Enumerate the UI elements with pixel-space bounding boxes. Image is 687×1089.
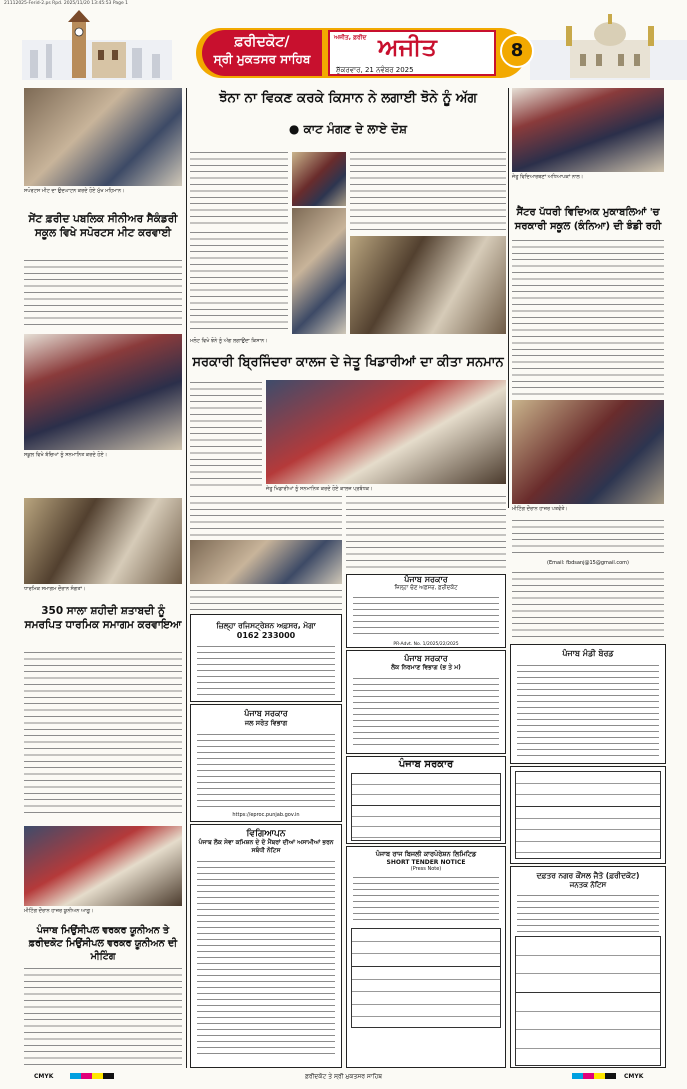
caption-right-2: ਮੀਟਿੰਗ ਦੌਰਾਨ ਹਾਜ਼ਰ ਪਤਵੰਤੇ। xyxy=(512,506,568,512)
ad-punjab-govt-election xyxy=(346,574,506,648)
lead-headline: ਝੋਨਾ ਨਾ ਵਿਕਣ ਕਰਕੇ ਕਿਸਾਨ ਨੇ ਲਗਾਈ ਝੋਨੇ ਨੂੰ ਅੱਗ xyxy=(219,90,477,106)
email-line: (Email: fbdsanj@15@gmail.com) xyxy=(547,560,629,566)
brand-logo: ਅਜੀਤ xyxy=(378,33,437,61)
footer-cmyk-right: CMYK xyxy=(624,1073,644,1080)
gurdwara-illustration xyxy=(530,10,687,82)
ad-water-url: https://eproc.punjab.gov.in xyxy=(232,812,300,818)
gathering-caption-text xyxy=(190,588,342,610)
ad-tender-sub: SHORT TENDER NOTICE xyxy=(386,859,466,866)
ad-table-title: ਪੰਜਾਬ ਸਰਕਾਰ xyxy=(398,759,454,770)
caption-left-2: ਸਕੂਲ ਵਿਖੇ ਬੱਚਿਆਂ ਨੂੰ ਸਨਮਾਨਿਤ ਕਰਦੇ ਹੋਏ। xyxy=(24,452,108,458)
ad-zila-body xyxy=(197,644,335,700)
ad-tender-title: ਪੰਜਾਬ ਰਾਜ ਬਿਜਲੀ ਕਾਰਪੋਰੇਸ਼ਨ ਲਿਮਿਟਿਡ xyxy=(375,850,477,858)
ad-water-body xyxy=(197,732,335,808)
ad-notice-table xyxy=(510,766,666,864)
ad-election-body xyxy=(353,595,499,639)
lead-text-col-2 xyxy=(350,150,506,234)
column-rule-left xyxy=(186,88,187,1068)
ad-punjab-govt-water xyxy=(190,704,342,822)
photo-union-meeting xyxy=(24,826,182,906)
ad-nagar-council xyxy=(510,866,666,1068)
article-text-sports-meet xyxy=(24,258,182,328)
brand-box xyxy=(328,30,496,76)
ad-vigyapan-body xyxy=(197,859,335,1055)
ad-council-body xyxy=(517,893,659,933)
photo-school-students xyxy=(512,88,664,172)
college-text-col-4 xyxy=(512,518,664,556)
ad-mandi-title: ਪੰਜਾਬ ਮੰਡੀ ਬੋਰਡ xyxy=(562,649,614,658)
footer xyxy=(0,1070,687,1089)
ad-election-sub: ਜ਼ਿਲ੍ਹਾ ਚੋਣ ਅਫ਼ਸਰ, ਫ਼ਰੀਦਕੋਟ xyxy=(394,585,458,591)
ad-election-ref: PR-Advt. No. 1/2025/22/2025 xyxy=(393,642,459,647)
ad-mandi-body xyxy=(517,663,659,759)
article-text-union xyxy=(24,966,182,1066)
photo-college-players xyxy=(266,380,506,484)
clock-tower-illustration xyxy=(22,10,172,82)
edition-name-line2: ਸ੍ਰੀ ਮੁਕਤਸਰ ਸਾਹਿਬ xyxy=(213,52,311,66)
college-text-col-2 xyxy=(190,494,342,538)
ad-water-sub: ਜਲ ਸਰੋਤ ਵਿਭਾਗ xyxy=(244,719,288,727)
footer-cmyk-left: CMYK xyxy=(34,1073,54,1080)
article-text-shaheedi xyxy=(24,650,182,818)
ad-short-tender xyxy=(346,846,506,1068)
photo-meeting-right xyxy=(512,400,664,504)
caption-left-4: ਮੀਟਿੰਗ ਦੌਰਾਨ ਹਾਜ਼ਰ ਯੂਨੀਅਨ ਆਗੂ। xyxy=(24,908,94,914)
column-rule-right xyxy=(508,88,509,508)
ad-pwd-body xyxy=(353,676,499,750)
ad-council-table xyxy=(515,936,661,1066)
college-text-col-1 xyxy=(190,380,262,490)
ad-pwd-title: ਪੰਜਾਬ ਸਰਕਾਰ xyxy=(404,654,448,663)
photo-gathering xyxy=(190,540,342,584)
article-text-vidyak xyxy=(512,238,664,396)
color-bar-left xyxy=(70,1073,114,1079)
ad-vigyapan-title: ਵਿਗਿਆਪਨ xyxy=(246,829,286,839)
ad-council-title: ਦਫ਼ਤਰ ਨਗਰ ਕੌਂਸਲ ਜੈਤੋ (ਫ਼ਰੀਦਕੋਟ) xyxy=(536,871,640,880)
footer-center: ਫ਼ਰੀਦਕੋਟ ਤੇ ਸ੍ਰੀ ਮੁਕਤਸਰ ਸਾਹਿਬ xyxy=(304,1073,383,1080)
ad-vigyapan xyxy=(190,824,342,1068)
caption-left-1: ਸਪੋਰਟਸ ਮੀਟ ਦਾ ਉਦਘਾਟਨ ਕਰਦੇ ਹੋਏ ਮੁੱਖ ਮਹਿਮਾਨ। xyxy=(24,188,125,194)
right-notice-text xyxy=(512,570,664,640)
ad-punjab-mandi-board xyxy=(510,644,666,764)
ad-zila-phone: 0162 233000 xyxy=(236,631,296,640)
headline-vidyak-mukable: ਸੈਂਟਰ ਪੱਧਰੀ ਵਿਦਿਅਕ ਮੁਕਾਬਲਿਆਂ 'ਚ ਸਰਕਾਰੀ ਸਕੂਲ (ਕੰਨਿਆ) ਦੀ ਝੰਡੀ ਰਹੀ xyxy=(514,207,662,232)
photo-field-fire xyxy=(292,208,346,334)
ad-tender-sub2: (Press Note) xyxy=(410,866,442,872)
photo-religious-event xyxy=(24,498,182,584)
ad-zila-registration xyxy=(190,614,342,702)
headline-college: ਸਰਕਾਰੀ ਬ੍ਰਿਜਿੰਦਰਾ ਕਾਲਜ ਦੇ ਜੇਤੂ ਖਿਡਾਰੀਆਂ ਦਾ ਕੀਤਾ ਸਨਮਾਨ xyxy=(192,355,504,370)
caption-left-3: ਧਾਰਮਿਕ ਸਮਾਗਮ ਦੌਰਾਨ ਸੰਗਤਾਂ। xyxy=(24,586,86,592)
headline-sports-meet: ਸੇਂਟ ਫ਼ਰੀਦ ਪਬਲਿਕ ਸੀਨੀਅਰ ਸੈਕੰਡਰੀ ਸਕੂਲ ਵਿਖੇ ਸਪੋਰਟਸ ਮੀਟ ਕਰਵਾਈ xyxy=(28,213,178,239)
ad-punjab-govt-table xyxy=(346,756,506,844)
photo-flag-hoisting xyxy=(24,88,182,186)
ad-punjab-govt-pwd xyxy=(346,650,506,754)
ad-table-grid xyxy=(351,773,501,841)
photo-school-event xyxy=(24,334,182,450)
ad-council-sub: ਜਨਤਕ ਨੋਟਿਸ xyxy=(569,881,607,889)
lead-text-col-1 xyxy=(190,150,288,228)
photo-lead-main xyxy=(350,236,506,334)
lead-photo-caption: ਮਲੋਟ ਵਿਖੇ ਝੋਨੇ ਨੂੰ ਅੱਗ ਲਗਾਉਂਦਾ ਕਿਸਾਨ। xyxy=(190,338,268,344)
ad-notice-grid xyxy=(515,771,661,859)
college-text-col-3 xyxy=(346,494,506,570)
ad-vigyapan-sub: ਪੰਜਾਬ ਲੋਕ ਸੇਵਾ ਕਮਿਸ਼ਨ ਦੇ ਦੋ ਮੈਂਬਰਾਂ ਦੀਆਂ ਅਸਾਮੀਆਂ ਭਰਨ ਸਬੰਧੀ ਨੋਟਿਸ xyxy=(198,839,334,854)
color-bar-right xyxy=(572,1073,616,1079)
caption-right-1: ਜੇਤੂ ਵਿਦਿਆਰਥਣਾਂ ਅਧਿਆਪਕਾਂ ਨਾਲ। xyxy=(512,174,584,180)
caption-college: ਜੇਤੂ ਖਿਡਾਰੀਆਂ ਨੂੰ ਸਨਮਾਨਿਤ ਕਰਦੇ ਹੋਏ ਕਾਲਜ ਪ੍ਰਬੰਧਕ। xyxy=(266,486,373,492)
edition-box xyxy=(202,30,322,76)
headline-shaheedi-shatabdi: 350 ਸਾਲਾ ਸ਼ਹੀਦੀ ਸ਼ਤਾਬਦੀ ਨੂੰ ਸਮਰਪਿਤ ਧਾਰਮਿਕ ਸਮਾਗਮ ਕਰਵਾਇਆ xyxy=(24,605,182,631)
lead-subhead: ● ਕਾਟ ਮੰਗਣ ਦੇ ਲਾਏ ਦੋਸ਼ xyxy=(288,122,408,136)
lead-text-col-3 xyxy=(190,230,288,334)
headline-union-meeting: ਪੰਜਾਬ ਮਿਉਂਸੀਪਲ ਵਰਕਰ ਯੂਨੀਅਨ ਤੇ ਫ਼ਰੀਦਕੋਟ ਮਿਉਂਸੀਪਲ ਵਰਕਰ ਯੂਨੀਅਨ ਦੀ ਮੀਟਿੰਗ xyxy=(28,925,178,962)
masthead xyxy=(0,10,687,82)
ad-tender-table xyxy=(351,928,501,1028)
page-number: 8 xyxy=(510,40,524,61)
ad-election-title: ਪੰਜਾਬ ਸਰਕਾਰ xyxy=(404,575,448,584)
print-slug: 21112025-Ferid-2.ps Rpd. 2025/11/20 13:45:53 Page 1 xyxy=(4,1,129,6)
edition-name: ਫ਼ਰੀਦਕੋਟ/ xyxy=(234,34,290,50)
ad-tender-body xyxy=(353,875,499,925)
page-number-badge xyxy=(500,34,534,68)
ad-water-title: ਪੰਜਾਬ ਸਰਕਾਰ xyxy=(244,709,288,718)
issue-date: ਸ਼ੁੱਕਰਵਾਰ, 21 ਨਵੰਬਰ 2025 xyxy=(336,66,414,74)
ad-zila-title: ਜ਼ਿਲ੍ਹਾ ਰਜਿਸਟ੍ਰੇਸ਼ਨ ਅਫ਼ਸਰ, ਮੋਗਾ xyxy=(216,621,316,630)
ad-pwd-sub: ਲੋਕ ਨਿਰਮਾਣ ਵਿਭਾਗ (ਭ ਤੇ ਮ) xyxy=(391,664,461,671)
photo-inset-portrait xyxy=(292,152,346,206)
brand-small: ਅਜੀਤ, ਫ਼ਰੀਦ xyxy=(334,34,367,41)
